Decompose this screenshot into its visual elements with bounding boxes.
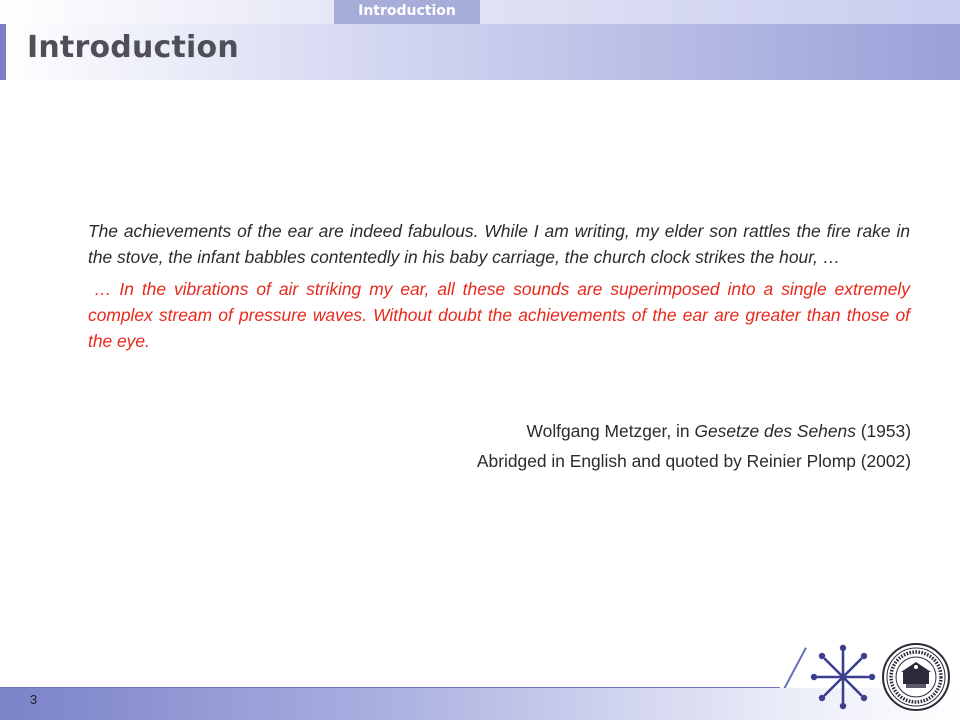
attribution-line-1 bbox=[477, 416, 911, 446]
page-number: 3 bbox=[30, 692, 38, 707]
slide-title: Introduction bbox=[27, 30, 239, 65]
attribution-author: Wolfgang Metzger, in bbox=[526, 421, 695, 441]
quote-paragraph-1: The achievements of the ear are indeed fabulous. While I am writing, my elder son rattles the fire rake in the stove, the infant babbles contentedly in his baby carriage, the church clock strikes the hour, … bbox=[88, 221, 910, 267]
nav-tab-introduction[interactable]: Introduction bbox=[334, 0, 480, 24]
university-seal-icon bbox=[881, 642, 951, 712]
attribution-book-title: Gesetze des Sehens bbox=[694, 421, 856, 441]
attribution-year: (1953) bbox=[855, 421, 911, 441]
quote-body bbox=[88, 218, 910, 354]
quote-paragraph-2: … In the vibrations of air striking my ear, all these sounds are superimposed into a single extremely complex stream of pressure waves. Without doubt the achievements of the ear are greater than those of the eye. bbox=[88, 279, 910, 351]
attribution bbox=[477, 416, 911, 476]
section-nav-bar bbox=[0, 0, 960, 24]
starburst-logo-icon bbox=[810, 644, 876, 710]
attribution-line-2: Abridged in English and quoted by Reinier Plomp (2002) bbox=[476, 451, 911, 471]
